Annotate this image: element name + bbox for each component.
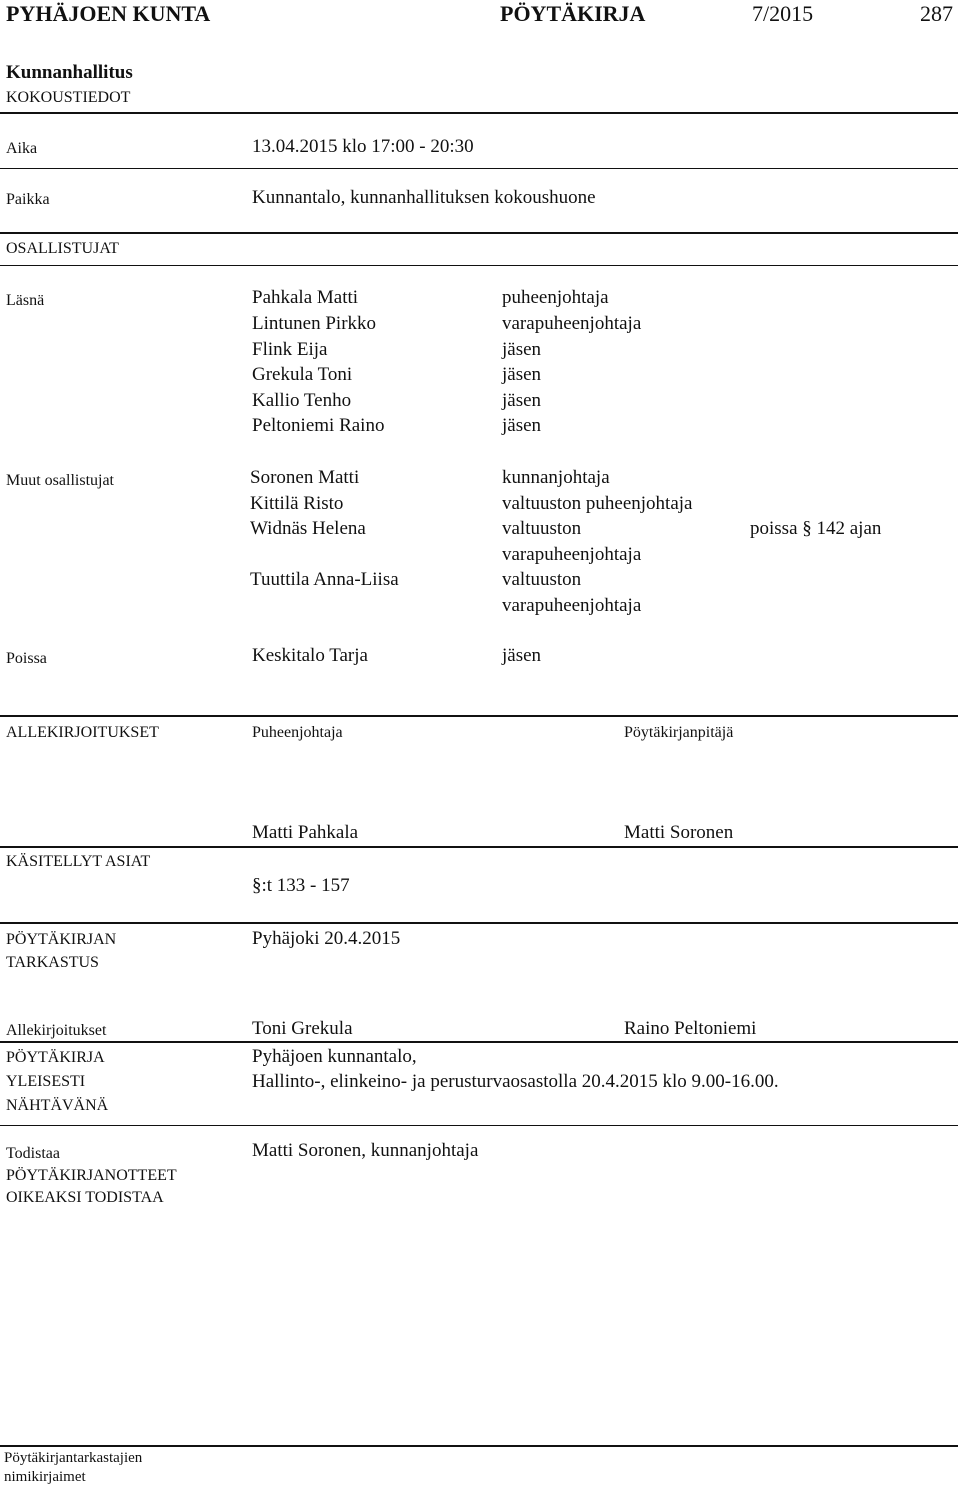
other-name: Widnäs Helena <box>250 518 366 539</box>
present-name: Pahkala Matti <box>252 287 359 308</box>
divider <box>0 1445 958 1447</box>
present-role: jäsen <box>502 390 542 411</box>
footer-label: nimikirjaimet <box>4 1469 86 1485</box>
divider <box>0 112 958 114</box>
present-role: jäsen <box>502 415 542 436</box>
public-label: PÖYTÄKIRJA <box>6 1049 105 1066</box>
chair-label: Puheenjohtaja <box>252 724 343 741</box>
secretary-name: Matti Soronen <box>624 822 734 843</box>
other-role: varapuheenjohtaja <box>502 544 642 565</box>
other-role: valtuuston puheenjohtaja <box>502 493 693 514</box>
time-label: Aika <box>6 140 38 157</box>
chair-name: Matti Pahkala <box>252 822 359 843</box>
public-label: YLEISESTI <box>6 1073 86 1090</box>
reviewer-name: Toni Grekula <box>252 1018 353 1039</box>
footer-label: Pöytäkirjantarkastajien <box>4 1450 143 1466</box>
other-role: valtuuston <box>502 518 582 539</box>
issue-number: 7/2015 <box>752 1 814 26</box>
reviewer-name: Raino Peltoniemi <box>624 1018 757 1039</box>
review-label: TARKASTUS <box>6 954 99 971</box>
certify-label: Todistaa <box>6 1145 60 1162</box>
place-label: Paikka <box>6 191 50 208</box>
divider <box>0 1041 958 1043</box>
municipality-name: PYHÄJOEN KUNTA <box>6 1 211 26</box>
absent-name: Keskitalo Tarja <box>252 645 368 666</box>
other-name: Tuuttila Anna-Liisa <box>250 569 399 590</box>
items-label: KÄSITELLYT ASIAT <box>6 853 151 870</box>
signatures-label: ALLEKIRJOITUKSET <box>6 724 159 741</box>
public-label: NÄHTÄVÄNÄ <box>6 1097 109 1114</box>
divider <box>0 846 958 848</box>
divider <box>0 168 958 169</box>
certify-label: PÖYTÄKIRJANOTTEET <box>6 1167 177 1184</box>
divider <box>0 232 958 234</box>
other-role: kunnanjohtaja <box>502 467 610 488</box>
absent-role: jäsen <box>502 645 542 666</box>
other-name: Kittilä Risto <box>250 493 344 514</box>
present-role: puheenjohtaja <box>502 287 609 308</box>
certify-value: Matti Soronen, kunnanjohtaja <box>252 1140 479 1161</box>
divider <box>0 922 958 924</box>
public-location: Pyhäjoen kunnantalo, <box>252 1046 417 1067</box>
present-name: Peltoniemi Raino <box>252 415 385 436</box>
other-role: valtuuston <box>502 569 582 590</box>
public-details: Hallinto-, elinkeino- ja perusturvaosastolla 20.4.2015 klo 9.00-16.00. <box>252 1071 779 1092</box>
review-signatures-label: Allekirjoitukset <box>6 1022 107 1039</box>
certify-label: OIKEAKSI TODISTAA <box>6 1189 164 1206</box>
present-name: Kallio Tenho <box>252 390 352 411</box>
section-title: KOKOUSTIEDOT <box>6 89 131 106</box>
absent-label: Poissa <box>6 650 47 667</box>
place-value: Kunnantalo, kunnanhallituksen kokoushuone <box>252 187 596 208</box>
absence-note: poissa § 142 ajan <box>750 518 882 539</box>
divider <box>0 715 958 717</box>
document-type: PÖYTÄKIRJA <box>500 1 646 26</box>
page-number: 287 <box>920 1 953 26</box>
others-label: Muut osallistujat <box>6 472 114 489</box>
present-role: varapuheenjohtaja <box>502 313 642 334</box>
other-role: varapuheenjohtaja <box>502 595 642 616</box>
present-role: jäsen <box>502 364 542 385</box>
other-name: Soronen Matti <box>250 467 360 488</box>
secretary-label: Pöytäkirjanpitäjä <box>624 724 734 741</box>
present-role: jäsen <box>502 339 542 360</box>
review-label: PÖYTÄKIRJAN <box>6 931 117 948</box>
divider <box>0 265 958 266</box>
time-value: 13.04.2015 klo 17:00 - 20:30 <box>252 136 474 157</box>
items-value: §:t 133 - 157 <box>252 875 350 896</box>
governing-body: Kunnanhallitus <box>6 62 133 83</box>
participants-heading: OSALLISTUJAT <box>6 240 119 257</box>
present-name: Flink Eija <box>252 339 328 360</box>
present-label: Läsnä <box>6 292 45 309</box>
divider <box>0 1125 958 1126</box>
present-name: Grekula Toni <box>252 364 353 385</box>
review-value: Pyhäjoki 20.4.2015 <box>252 928 401 949</box>
present-name: Lintunen Pirkko <box>252 313 377 334</box>
